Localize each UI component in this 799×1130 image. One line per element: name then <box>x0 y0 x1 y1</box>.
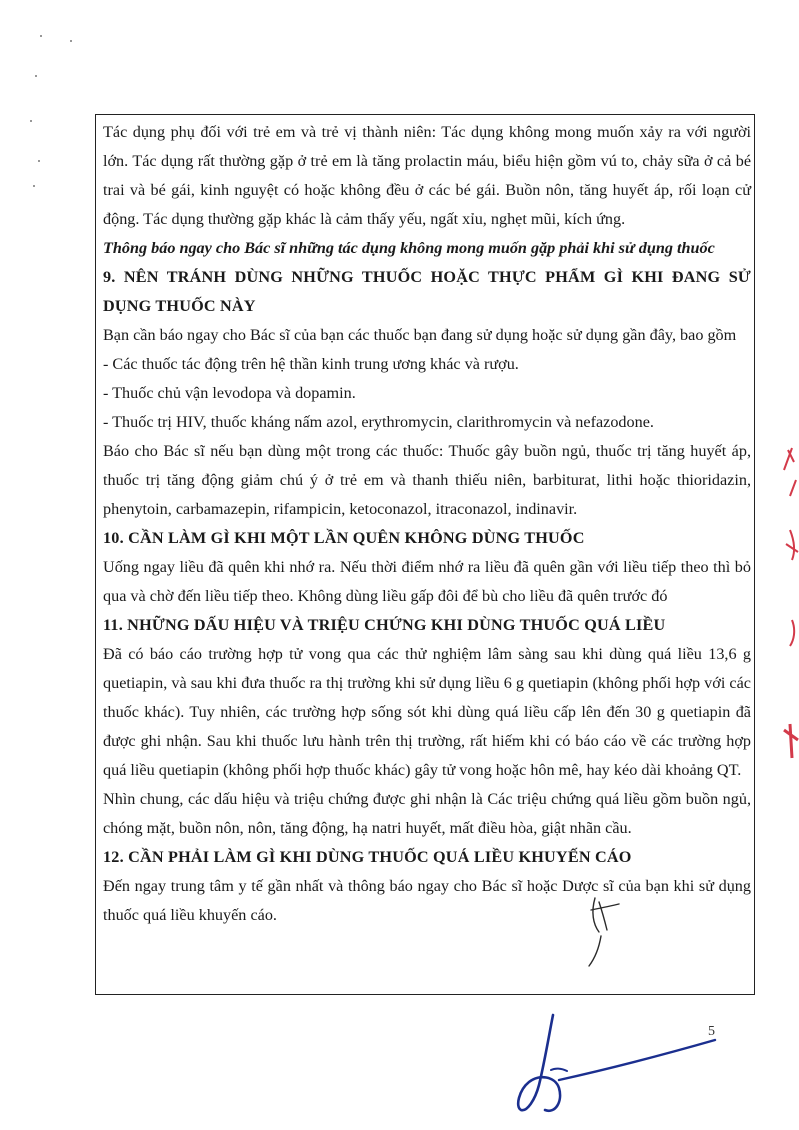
list-item-cns-drugs: - Các thuốc tác động trên hệ thần kinh trung ương khác và rượu. <box>103 355 519 373</box>
paragraph-inform-doctor: Bạn cần báo ngay cho Bác sĩ của bạn các thuốc bạn đang sử dụng hoặc sử dụng gần đây, bao gồm <box>103 326 737 344</box>
page-number: 5 <box>708 1024 715 1039</box>
scan-speck <box>33 185 35 187</box>
section-9-heading: 9. NÊN TRÁNH DÙNG NHỮNG THUỐC HOẶC THỰC PHẨM GÌ KHI ĐANG SỬ DỤNG THUỐC NÀY <box>103 268 751 315</box>
paragraph-report-drugs: Báo cho Bác sĩ nếu bạn dùng một trong các thuốc: Thuốc gây buồn ngủ, thuốc trị tăng huyết áp, thuốc trị tăng động giảm chú ý ở trẻ em và thanh thiếu niên, barbiturat, lithi hoặc thioridazin, phenytoin, carbamazepin, rifampicin, ketoconazol, itraconazol, indinavir. <box>103 442 751 518</box>
document-body <box>103 118 751 930</box>
section-10-heading: 10. CẦN LÀM GÌ KHI MỘT LẦN QUÊN KHÔNG DÙNG THUỐC <box>103 529 585 547</box>
scan-speck <box>30 120 32 122</box>
section-11-heading: 11. NHỮNG DẤU HIỆU VÀ TRIỆU CHỨNG KHI DÙNG THUỐC QUÁ LIỀU <box>103 616 666 634</box>
scan-speck <box>38 160 40 162</box>
paragraph-overdose-symptoms: Nhìn chung, các dấu hiệu và triệu chứng được ghi nhận là Các triệu chứng quá liều gồm buồn ngủ, chóng mặt, buồn nôn, nôn, tăng động, hạ natri huyết, mất điều hòa, giật nhãn cầu. <box>103 790 751 837</box>
signature-mark <box>515 1010 725 1120</box>
list-item-levodopa: - Thuốc chủ vận levodopa và dopamin. <box>103 384 356 402</box>
initial-mark <box>585 892 625 972</box>
red-stamp-fragment-icon <box>770 440 799 780</box>
section-12-heading: 12. CẦN PHẢI LÀM GÌ KHI DÙNG THUỐC QUÁ LIỀU KHUYẾN CÁO <box>103 848 632 866</box>
scan-speck <box>70 40 72 42</box>
paragraph-pediatric-side-effects: Tác dụng phụ đối với trẻ em và trẻ vị thành niên: Tác dụng không mong muốn xảy ra với người lớn. Tác dụng rất thường gặp ở trẻ em là tăng prolactin máu, biểu hiện gồm vú to, chảy sữa ở cả bé trai và bé gái, kinh nguyệt có hoặc không đều ở các bé gái. Buồn nôn, tăng huyết áp, rối loạn cử động. Tác dụng thường gặp khác là cảm thấy yếu, ngất xỉu, nghẹt mũi, kích ứng. <box>103 123 751 228</box>
scan-speck <box>35 75 37 77</box>
scan-speck <box>40 35 42 37</box>
list-item-hiv-drugs: - Thuốc trị HIV, thuốc kháng nấm azol, erythromycin, clarithromycin và nefazodone. <box>103 413 654 431</box>
paragraph-overdose-action: Đến ngay trung tâm y tế gần nhất và thông báo ngay cho Bác sĩ hoặc Dược sĩ của bạn khi sử dụng thuốc quá liều khuyến cáo. <box>103 877 751 924</box>
notify-doctor-note: Thông báo ngay cho Bác sĩ những tác dụng không mong muốn gặp phải khi sử dụng thuốc <box>103 239 715 257</box>
paragraph-overdose-reports: Đã có báo cáo trường hợp tử vong qua các thử nghiệm lâm sàng sau khi dùng quá liều 13,6 g quetiapin, và sau khi đưa thuốc ra thị trường khi sử dụng liều 6 g quetiapin (không phối hợp với các thuốc khác). Tuy nhiên, các trường hợp sống sót khi dùng quá liều cấp lên đến 30 g quetiapin đã được ghi nhận. Sau khi thuốc lưu hành trên thị trường, rất hiếm khi có báo cáo về các trường hợp quá liều quetiapin (không phối hợp thuốc khác) gây tử vong hoặc hôn mê, hay kéo dài khoảng QT. <box>103 645 751 779</box>
paragraph-missed-dose: Uống ngay liều đã quên khi nhớ ra. Nếu thời điểm nhớ ra liều đã quên gần với liều tiếp theo thì bỏ qua và chờ đến liều tiếp theo. Không dùng liều gấp đôi để bù cho liều đã quên trước đó <box>103 558 751 605</box>
